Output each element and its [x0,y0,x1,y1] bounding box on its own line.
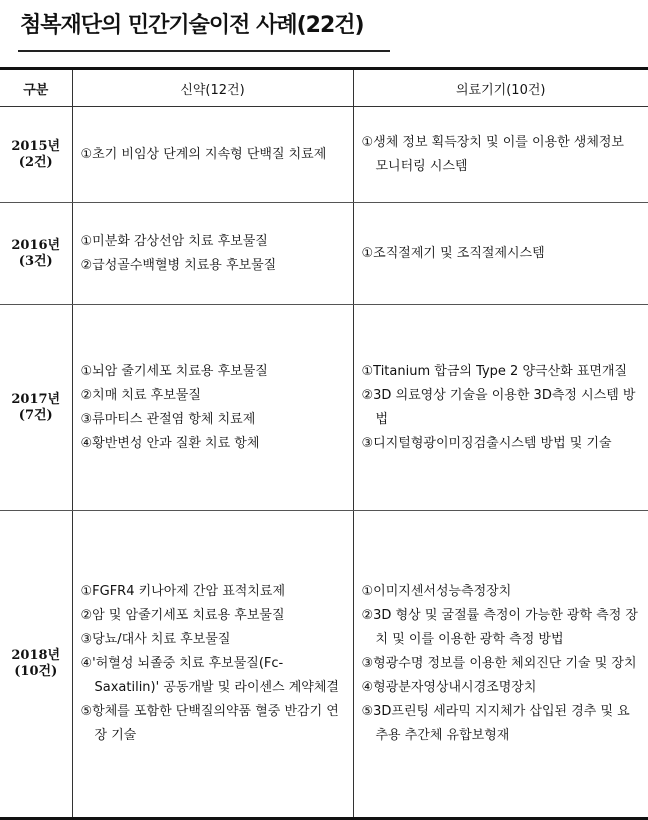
drug-item: ④'허혈성 뇌졸중 치료 후보물질(Fc-Saxatilin)' 공동개발 및 라이센스 계약체결 [80,656,339,695]
drug-item: ①초기 비임상 단계의 지속형 단백질 치료제 [80,146,327,162]
header-device: 의료기기(10건) [353,69,648,107]
drug-cell [72,511,353,819]
device-cell [353,107,648,203]
device-cell [353,305,648,511]
drug-item: ②치매 치료 후보물질 [80,387,201,403]
device-item: ①조직절제기 및 조직절제시스템 [361,245,545,261]
drug-item: ②암 및 암줄기세포 치료용 후보물질 [80,608,285,623]
drug-cell [72,305,353,511]
page-title: 첨복재단의 민간기술이전 사례(22건) [20,13,364,38]
drug-item: ③류마티스 관절염 항체 치료제 [80,411,256,427]
device-item: ①Titanium 합금의 Type 2 양극산화 표면개질 [361,363,628,379]
drug-cell [72,107,353,203]
drug-item: ②급성골수백혈병 치료용 후보물질 [80,257,277,273]
table-header-row [0,69,648,107]
device-item: ③디지털형광이미징검출시스템 방법 및 기술 [361,435,612,451]
year-label: 2015년 [11,138,61,154]
header-year: 구분 [0,69,72,107]
year-count: (2건) [18,154,53,170]
year-cell [0,203,72,305]
tech-transfer-table [0,67,648,820]
device-cell [353,511,648,819]
year-label: 2018년 [11,648,61,663]
year-count: (10건) [14,664,58,679]
device-item: ①생체 정보 획득장치 및 이를 이용한 생체정보 모니터링 시스템 [361,134,624,174]
device-item: ④형광분자영상내시경조명장치 [361,680,537,695]
table-row-2018 [0,511,648,819]
device-item: ②3D 형상 및 굴절률 측정이 가능한 광학 측정 장치 및 이를 이용한 광학 측정 방법 [361,608,638,647]
title-underline [18,50,390,52]
drug-item: ①미분화 감상선암 치료 후보물질 [80,233,268,249]
year-label: 2016년 [11,237,61,253]
drug-item: ⑤항체를 포함한 단백질의약품 혈중 반감기 연장 기술 [80,704,339,743]
device-cell [353,203,648,305]
year-label: 2017년 [11,391,61,407]
header-drug: 신약(12건) [72,69,353,107]
year-count: (3건) [18,253,53,269]
year-cell [0,107,72,203]
drug-item: ④황반변성 안과 질환 치료 항체 [80,435,260,451]
drug-item: ①FGFR4 키나아제 간암 표적치료제 [80,584,286,599]
table-row-2015 [0,107,648,203]
device-item: ①이미지센서성능측정장치 [361,584,512,599]
table-row-2017 [0,305,648,511]
year-cell [0,511,72,819]
year-count: (7건) [18,407,53,423]
device-item: ⑤3D프린팅 세라믹 지지체가 삽입된 경추 및 요추용 추간체 유합보형재 [361,704,630,743]
year-cell [0,305,72,511]
device-item: ③형광수명 정보를 이용한 체외진단 기술 및 장치 [361,656,637,671]
drug-item: ①뇌암 줄기세포 치료용 후보물질 [80,363,268,379]
drug-cell [72,203,353,305]
table-row-2016 [0,203,648,305]
drug-item: ③당뇨/대사 치료 후보물질 [80,632,231,647]
device-item: ②3D 의료영상 기술을 이용한 3D측정 시스템 방법 [361,387,636,427]
